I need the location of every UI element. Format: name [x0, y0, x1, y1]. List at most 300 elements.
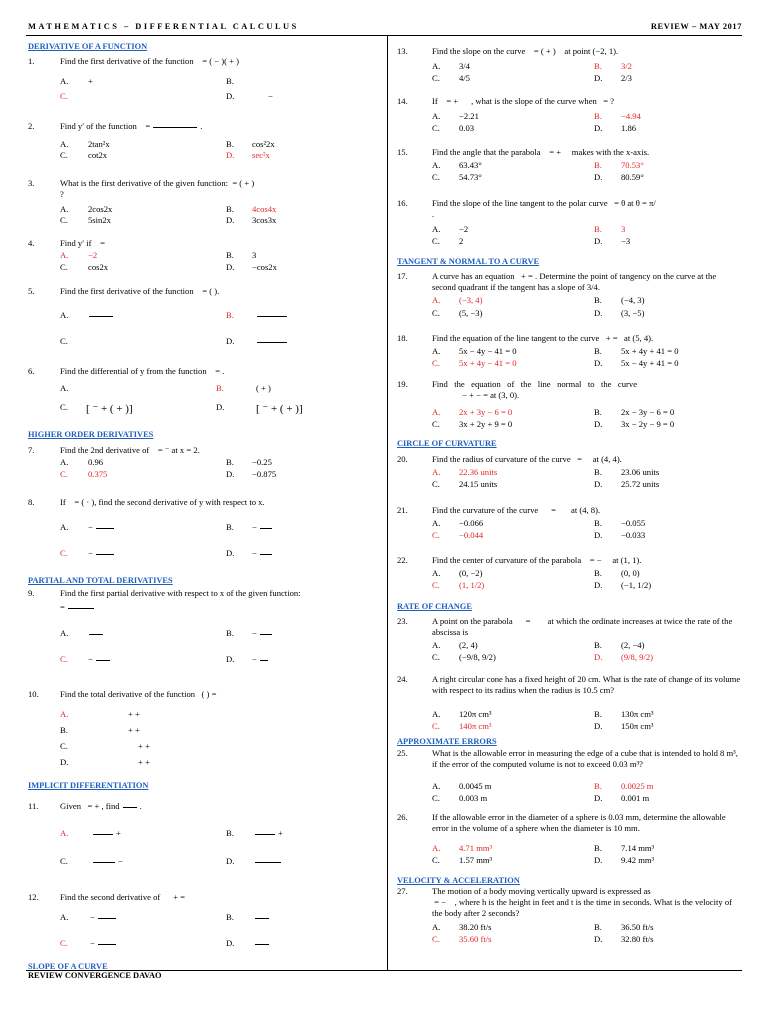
- choice-letter: D.: [226, 215, 235, 225]
- choices-row: [28, 469, 380, 480]
- question-number: 9.: [28, 588, 35, 598]
- choice-value-correct: −0.044: [459, 530, 484, 540]
- choice-letter: C.: [432, 855, 440, 865]
- choices-row: [397, 172, 742, 183]
- choice-value: −: [88, 522, 93, 532]
- choice-letter: D.: [226, 856, 235, 866]
- choices-row: [28, 383, 380, 394]
- choices-row: [397, 295, 742, 306]
- choice-value-correct: 0.0025 m: [621, 781, 654, 791]
- choice-value: −0.25: [252, 457, 272, 467]
- choice-letter: B.: [594, 922, 602, 932]
- choice-value: −0.055: [621, 518, 646, 528]
- choices-row: [28, 215, 380, 226]
- choice-value: 3/4: [459, 61, 470, 71]
- page-footer: REVIEW CONVERGENCE DAVAO: [28, 971, 162, 980]
- choice-letter: D.: [594, 855, 603, 865]
- choice-value: 150π cm³: [621, 721, 654, 731]
- question-text: The motion of a body moving vertically upward is expressed as: [432, 886, 651, 896]
- math-expression: = ( + ): [232, 178, 255, 188]
- choices-row: [397, 934, 742, 945]
- choice-letter: D.: [594, 934, 603, 944]
- header-title: MATHEMATICS – DIFFERENTIAL CALCULUS: [28, 22, 299, 31]
- choice-value: 36.50 ft/s: [621, 922, 654, 932]
- question-text: makes with the x-axis.: [571, 147, 650, 157]
- question-text: Find the differential of y from the function: [60, 366, 207, 376]
- math-expression: = ( · ), find the second derivative of y with respect to x.: [74, 497, 265, 507]
- question-text: Find the slope of the line tangent to the polar curve: [432, 198, 608, 208]
- choice-value: (0, −2): [459, 568, 483, 578]
- choices-row: [397, 793, 742, 804]
- choices-row: [28, 262, 380, 273]
- math-expression: = θ at θ = π/: [614, 198, 656, 208]
- choice-value-correct: −2: [88, 250, 98, 260]
- question-text: Find the total derivative of the function: [60, 689, 196, 699]
- choice-letter: C.: [432, 793, 440, 803]
- choice-letter: A.: [432, 922, 441, 932]
- choice-value: 5x + 4y + 41 = 0: [621, 346, 679, 356]
- choices-row: [28, 457, 380, 468]
- question-number: 15.: [397, 147, 408, 157]
- choice-letter: B.: [226, 628, 234, 638]
- choice-value: (2, 4): [459, 640, 478, 650]
- question-text: If the allowable error in the diameter of a sphere is 0.03 mm, determine the allowable error in the volume of a sphere when the diameter is 10 mm.: [432, 812, 726, 833]
- choices-row: [397, 568, 742, 579]
- question-text: Find the 2nd derivative of: [60, 445, 150, 455]
- question-number: 19.: [397, 379, 408, 389]
- choice-value-correct: −4.94: [621, 111, 641, 121]
- choice-letter: D.: [594, 308, 603, 318]
- choice-letter: D.: [594, 721, 603, 731]
- question-number: 17.: [397, 271, 408, 281]
- choice-letter: A.: [60, 383, 69, 393]
- choices-row: [28, 76, 380, 87]
- choice-letter-correct: B.: [594, 781, 602, 791]
- math-expression: = −: [434, 897, 446, 907]
- choice-letter-correct: C.: [60, 91, 68, 101]
- choice-value-correct: 22.36 units: [459, 467, 498, 477]
- question-number: 2.: [28, 121, 35, 131]
- choice-value: ( + ): [256, 383, 271, 393]
- choices-row: [397, 721, 742, 732]
- question-number: 3.: [28, 178, 35, 188]
- choice-letter: B.: [226, 522, 234, 532]
- question-text: Find the first partial derivative with respect to x of the given function:: [60, 588, 301, 598]
- choice-value: −3: [621, 236, 631, 246]
- choices-row: [397, 73, 742, 84]
- question-number: 5.: [28, 286, 35, 296]
- choice-letter: B.: [594, 843, 602, 853]
- choice-letter: B.: [594, 467, 602, 477]
- question-number: 6.: [28, 366, 35, 376]
- choice-letter: A.: [432, 224, 441, 234]
- choice-letter: C.: [432, 73, 440, 83]
- choice-letter: D.: [594, 530, 603, 540]
- choice-value-correct: 4.71 mm³: [459, 843, 493, 853]
- choices-row: [28, 856, 380, 867]
- question-number: 4.: [28, 238, 35, 248]
- choice-value-correct: (−3, 4): [459, 295, 483, 305]
- choice-letter: A.: [432, 111, 441, 121]
- choice-value: −2: [459, 224, 469, 234]
- question-number: 21.: [397, 505, 408, 515]
- choice-letter: A.: [60, 457, 69, 467]
- question-text: A curve has an equation: [432, 271, 515, 281]
- question-number: 16.: [397, 198, 408, 208]
- choice-value: cot2x: [88, 150, 108, 160]
- section-heading: SLOPE OF A CURVE: [28, 962, 108, 971]
- choice-letter: B.: [226, 912, 234, 922]
- choice-value: 2: [459, 236, 464, 246]
- math-expression: = + , find: [87, 801, 120, 811]
- choice-value: cos²2x: [252, 139, 275, 149]
- choice-letter: C.: [432, 172, 440, 182]
- page-header: [28, 22, 742, 34]
- choices-row: [397, 407, 742, 418]
- choices-row: [397, 346, 742, 357]
- question-number: 25.: [397, 748, 408, 758]
- question-number: 1.: [28, 56, 35, 66]
- question-number: 10.: [28, 689, 39, 699]
- choices-row: [28, 139, 380, 150]
- choices-row: [397, 518, 742, 529]
- choice-value-correct: 2x + 3y − 6 = 0: [459, 407, 513, 417]
- choice-letter: A.: [60, 310, 69, 320]
- choice-value: +: [278, 828, 283, 838]
- choice-value: (−1, 1/2): [621, 580, 652, 590]
- choice-letter-correct: C.: [432, 530, 440, 540]
- choice-letter-correct: B.: [226, 310, 234, 320]
- choice-letter-correct: B.: [594, 160, 602, 170]
- choice-letter: A.: [432, 781, 441, 791]
- choice-value: 23.06 units: [621, 467, 660, 477]
- choices-row: [397, 843, 742, 854]
- math-expression: = −: [589, 555, 602, 565]
- choice-value-correct: 4cos4x: [252, 204, 277, 214]
- choice-value: −0.066: [459, 518, 484, 528]
- choice-letter: D.: [226, 938, 235, 948]
- math-expression: + = .: [521, 271, 538, 281]
- choice-value: + +: [138, 757, 150, 767]
- math-expression: = ?: [603, 96, 615, 106]
- column-divider: [387, 36, 388, 971]
- choice-value: 80.59°: [621, 172, 644, 182]
- choice-value: 120π cm³: [459, 709, 492, 719]
- choice-value: 54.73°: [459, 172, 482, 182]
- question-text: at (4, 4).: [592, 454, 622, 464]
- choice-letter-correct: B.: [594, 61, 602, 71]
- choices-row: [28, 150, 380, 161]
- choice-value: (2, −4): [621, 640, 645, 650]
- choice-letter: D.: [594, 236, 603, 246]
- choice-letter: D.: [594, 479, 603, 489]
- choice-value: −: [90, 938, 95, 948]
- choice-letter: A.: [60, 522, 69, 532]
- section-heading: TANGENT & NORMAL TO A CURVE: [397, 257, 540, 266]
- question-text: Find the equation of the line tangent to the curve: [432, 333, 600, 343]
- choices-row: [28, 938, 380, 949]
- choices-row: [397, 308, 742, 319]
- choice-value: −cos2x: [252, 262, 277, 272]
- math-expression: =: [60, 602, 65, 612]
- choice-letter: A.: [60, 912, 69, 922]
- question-text: Find y′ if: [60, 238, 92, 248]
- choice-value: −: [252, 654, 257, 664]
- choice-letter: D.: [594, 73, 603, 83]
- math-expression: = ( ).: [202, 286, 220, 296]
- choice-value: −: [118, 856, 123, 866]
- choice-letter-correct: A.: [432, 407, 441, 417]
- choices-row: [28, 310, 380, 321]
- choice-letter: C.: [432, 308, 440, 318]
- math-expression: = ( − )( + ): [202, 56, 239, 66]
- choices-row: [28, 522, 380, 533]
- choice-letter: B.: [594, 568, 602, 578]
- choice-value: [ ⁻ + ( + )]: [86, 403, 133, 415]
- choice-value: −: [268, 91, 273, 101]
- choice-value: 2tan²x: [88, 139, 110, 149]
- question-number: 20.: [397, 454, 408, 464]
- question-text: Find the first derivative of the function: [60, 56, 194, 66]
- choice-letter: D.: [594, 172, 603, 182]
- choice-letter: B.: [594, 518, 602, 528]
- math-expression: =: [577, 454, 582, 464]
- choice-value: 3cos3x: [252, 215, 277, 225]
- choice-letter-correct: C.: [60, 938, 68, 948]
- choice-letter: A.: [60, 76, 69, 86]
- choice-letter: B.: [226, 204, 234, 214]
- question-text: Find the equation of the line normal to the curve: [432, 379, 638, 389]
- choice-letter: A.: [432, 568, 441, 578]
- choice-value: 7.14 mm³: [621, 843, 655, 853]
- section-heading: RATE OF CHANGE: [397, 602, 472, 611]
- choice-letter: B.: [594, 407, 602, 417]
- choice-letter-correct: C.: [432, 358, 440, 368]
- question-text: , where h is the height in feet and t is the time in seconds. What is the velocity of the body after 2 seconds?: [432, 897, 732, 918]
- choice-letter-correct: A.: [60, 828, 69, 838]
- choice-value: 3: [252, 250, 257, 260]
- choice-value: −: [252, 522, 257, 532]
- math-expression: − + − =: [462, 390, 488, 400]
- question-number: 26.: [397, 812, 408, 822]
- choices-row: [28, 336, 380, 347]
- question-text: , what is the slope of the curve when: [471, 96, 597, 106]
- choice-letter: B.: [226, 76, 234, 86]
- question-text: at which the ordinate increases at twice the rate of the abscissa is: [432, 616, 733, 637]
- choice-letter-correct: A.: [432, 467, 441, 477]
- choice-letter-correct: B.: [594, 111, 602, 121]
- choice-value-correct: sec²x: [252, 150, 270, 160]
- choices-row: [28, 912, 380, 923]
- choices-row: [28, 725, 380, 736]
- choice-letter: D.: [594, 419, 603, 429]
- choices-row: [397, 111, 742, 122]
- choice-value: 24.15 units: [459, 479, 498, 489]
- choice-letter: B.: [594, 295, 602, 305]
- question-number: 22.: [397, 555, 408, 565]
- choices-row: [397, 160, 742, 171]
- choice-letter: D.: [226, 548, 235, 558]
- choice-value: 0.003 m: [459, 793, 488, 803]
- question-number: 14.: [397, 96, 408, 106]
- section-heading: IMPLICIT DIFFERENTIATION: [28, 781, 149, 790]
- choice-letter-correct: C.: [60, 469, 68, 479]
- choice-letter-correct: A.: [432, 295, 441, 305]
- choices-row: [397, 640, 742, 651]
- choice-value-correct: 3: [621, 224, 626, 234]
- choice-value: −: [252, 628, 257, 638]
- choice-value: [ ⁻ + ( + )]: [256, 403, 303, 415]
- choice-letter-correct: A.: [60, 250, 69, 260]
- choice-letter: C.: [432, 123, 440, 133]
- choice-letter: B.: [60, 725, 68, 735]
- choices-row: [397, 358, 742, 369]
- choices-row: [397, 224, 742, 235]
- math-expression: = ( + ): [533, 46, 556, 56]
- choice-value-correct: 140π cm³: [459, 721, 492, 731]
- math-expression: + =: [173, 892, 185, 902]
- question-text: Find y′ of the function: [60, 121, 137, 131]
- choices-row: [28, 91, 380, 102]
- choice-value-correct: 5x + 4y − 41 = 0: [459, 358, 517, 368]
- question-text: Given: [60, 801, 82, 811]
- choice-value: (−4, 3): [621, 295, 645, 305]
- choices-row: [28, 828, 380, 839]
- choice-value: 5sin2x: [88, 215, 111, 225]
- choice-value: 38.20 ft/s: [459, 922, 492, 932]
- choice-letter: A.: [432, 61, 441, 71]
- choice-letter: C.: [60, 402, 68, 412]
- choice-letter: C.: [60, 215, 68, 225]
- choice-value-correct: 0.375: [88, 469, 108, 479]
- choice-value: 130π cm³: [621, 709, 654, 719]
- choice-value: 2/3: [621, 73, 632, 83]
- choice-letter: A.: [432, 160, 441, 170]
- choice-letter: D.: [594, 793, 603, 803]
- choice-letter-correct: C.: [60, 654, 68, 664]
- choice-letter: B.: [226, 139, 234, 149]
- choices-row: [397, 709, 742, 720]
- choice-value-correct: (1, 1/2): [459, 580, 485, 590]
- question-text: Find the radius of curvature of the curve: [432, 454, 571, 464]
- choice-letter: A.: [60, 204, 69, 214]
- choice-letter-correct: C.: [432, 934, 440, 944]
- math-expression: = .: [215, 366, 225, 376]
- choice-letter: A.: [60, 139, 69, 149]
- choices-row: [28, 250, 380, 261]
- choice-value: +: [116, 828, 121, 838]
- choice-value: (5, −3): [459, 308, 483, 318]
- math-expression: = ⁻ at x = 2.: [157, 445, 200, 455]
- math-expression: =: [145, 121, 151, 131]
- math-expression: = +: [549, 147, 562, 157]
- math-expression: =: [525, 616, 531, 626]
- choice-value: (−9/8, 9/2): [459, 652, 496, 662]
- choices-row: [397, 236, 742, 247]
- choice-letter-correct: C.: [432, 721, 440, 731]
- choice-value-correct: (9/8, 9/2): [621, 652, 653, 662]
- choice-letter: D.: [226, 469, 235, 479]
- question-text: at (4, 8).: [571, 505, 601, 515]
- choice-value: −: [90, 912, 95, 922]
- question-text: at point (−2, 1).: [564, 46, 619, 56]
- choice-letter: D.: [60, 757, 69, 767]
- question-text: What is the allowable error in measuring the edge of a cube that is intended to hold 8 m³, if the error of the computed volume is not to exceed 0.03 m³?: [432, 748, 738, 769]
- math-expression: = +: [446, 96, 459, 106]
- choice-letter: D.: [226, 262, 235, 272]
- choice-value: + +: [128, 709, 140, 719]
- choice-letter: D.: [216, 402, 225, 412]
- question-mark: ?: [60, 189, 64, 199]
- choice-letter: B.: [226, 457, 234, 467]
- choice-value: + +: [128, 725, 140, 735]
- math-expression: + =: [605, 333, 618, 343]
- choice-letter-correct: C.: [60, 548, 68, 558]
- choice-letter: D.: [594, 358, 603, 368]
- math-expression: ( ) =: [201, 689, 217, 699]
- choices-row: [397, 855, 742, 866]
- question-text: If: [60, 497, 66, 507]
- question-number: 24.: [397, 674, 408, 684]
- question-text: Find the first derivative of the function: [60, 286, 194, 296]
- choices-row: [397, 530, 742, 541]
- choice-letter: C.: [60, 856, 68, 866]
- choice-letter-correct: B.: [594, 224, 602, 234]
- choices-row: [397, 61, 742, 72]
- header-rule: [26, 35, 742, 36]
- question-text: Determine the point of tangency on the curve at the second quadrant if the tangent has a slope of 3/4.: [432, 271, 717, 292]
- choice-letter: B.: [226, 250, 234, 260]
- choice-letter: D.: [226, 336, 235, 346]
- question-text: Find the second derivative of: [60, 892, 161, 902]
- choice-letter-correct: A.: [432, 843, 441, 853]
- section-heading: PARTIAL AND TOTAL DERIVATIVES: [28, 576, 173, 585]
- question-number: 8.: [28, 497, 35, 507]
- choice-letter: A.: [432, 640, 441, 650]
- choice-value: 1.57 mm³: [459, 855, 493, 865]
- choices-row: [397, 781, 742, 792]
- choices-row: [397, 479, 742, 490]
- choice-value: 3x + 2y + 9 = 0: [459, 419, 513, 429]
- choice-value: 0.96: [88, 457, 104, 467]
- question-text: A point on the parabola: [432, 616, 513, 626]
- choice-letter: B.: [594, 346, 602, 356]
- question-text: If: [432, 96, 438, 106]
- choice-letter: A.: [432, 518, 441, 528]
- choice-value: 9.42 mm³: [621, 855, 655, 865]
- choice-letter: B.: [226, 828, 234, 838]
- choice-letter: C.: [60, 336, 68, 346]
- choices-row: [397, 922, 742, 933]
- choice-value: 32.80 ft/s: [621, 934, 654, 944]
- math-expression: =: [100, 238, 105, 248]
- choices-row: [28, 654, 380, 665]
- choices-row: [28, 628, 380, 639]
- choice-letter: D.: [594, 123, 603, 133]
- question-text: at (3, 0).: [490, 390, 520, 400]
- choice-value: + +: [138, 741, 150, 751]
- question-text: at (1, 1).: [612, 555, 642, 565]
- question-number: 23.: [397, 616, 408, 626]
- question-number: 7.: [28, 445, 35, 455]
- question-text: Find the curvature of the curve: [432, 505, 539, 515]
- choices-row: [28, 204, 380, 215]
- choice-letter: A.: [60, 628, 69, 638]
- choices-row: [28, 402, 380, 413]
- choice-letter: A.: [432, 346, 441, 356]
- choices-row: [28, 709, 380, 720]
- choice-value: 5x − 4y − 41 = 0: [459, 346, 517, 356]
